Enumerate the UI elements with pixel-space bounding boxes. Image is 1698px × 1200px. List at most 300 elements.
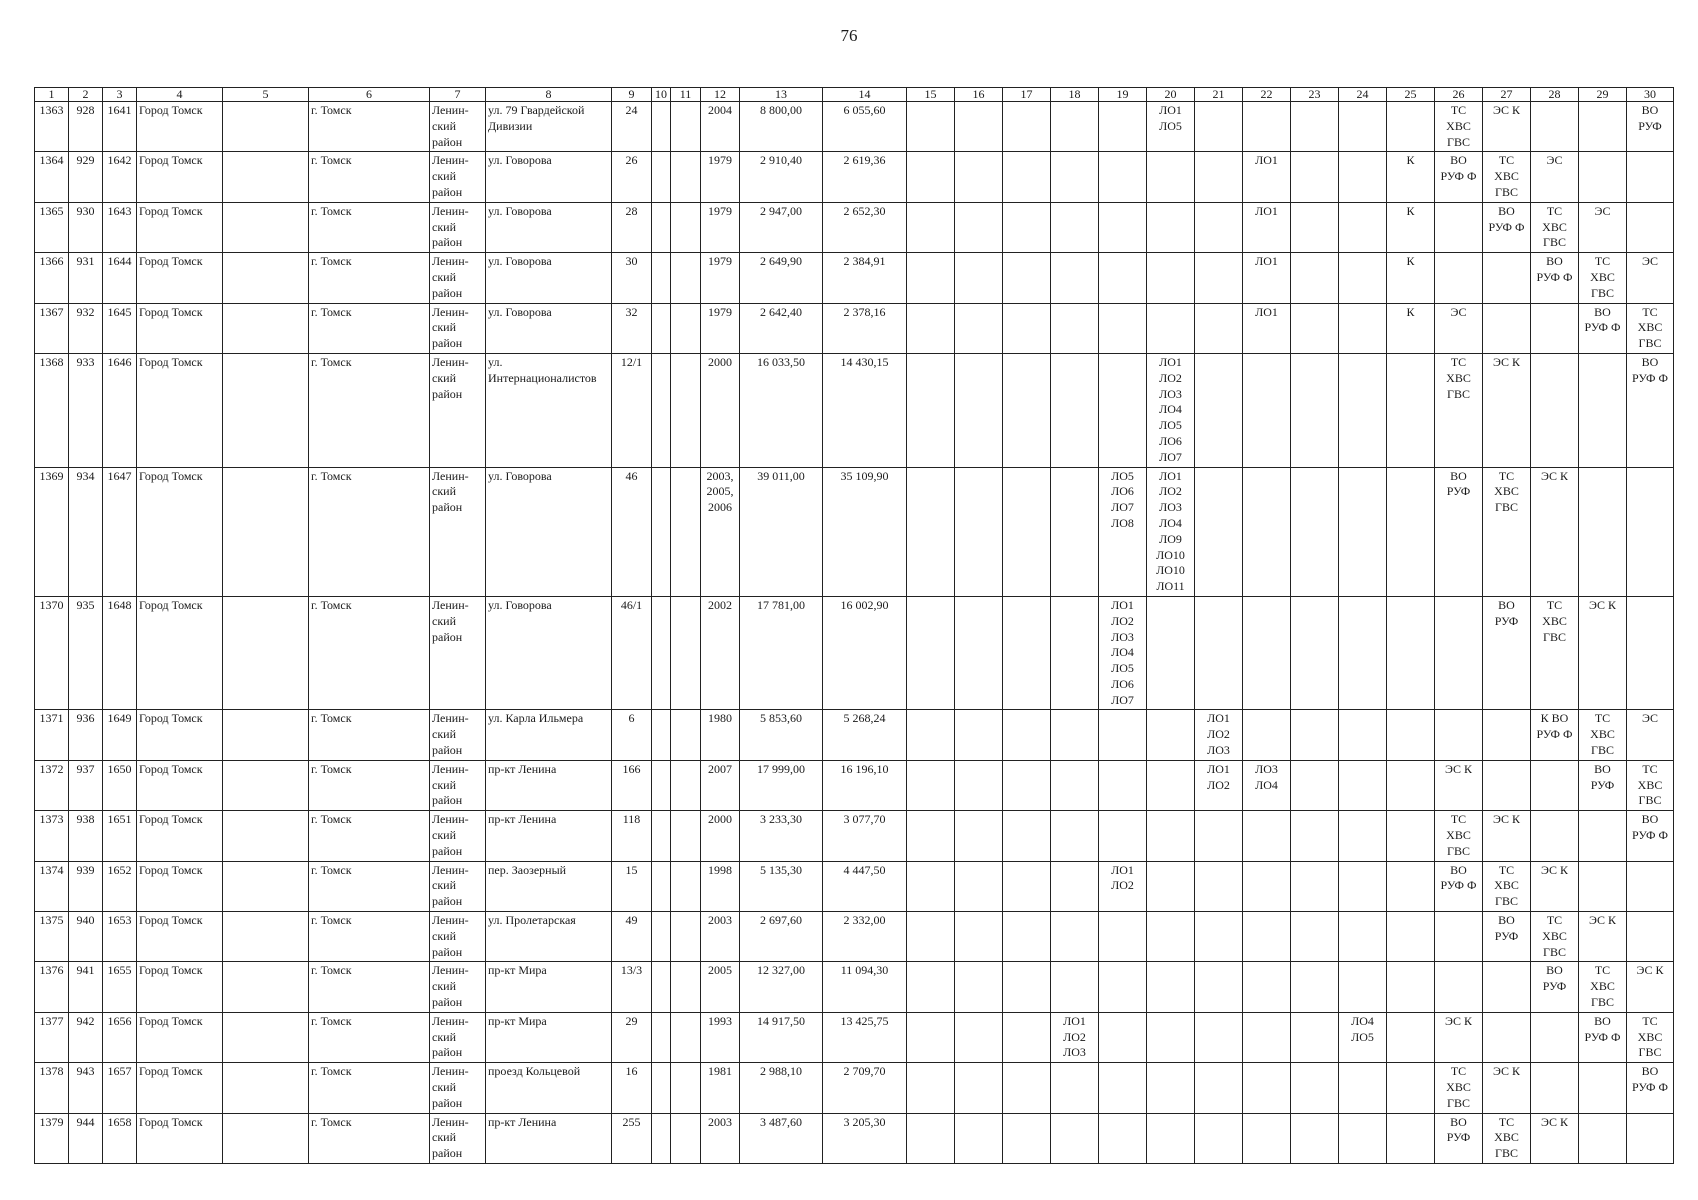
cell-col-7: Ленин- ский район xyxy=(430,102,486,152)
cell-col-5 xyxy=(223,962,309,1012)
cell-col-17 xyxy=(1003,303,1051,353)
cell-col-7: Ленин- ский район xyxy=(430,152,486,202)
cell-col-3: 1649 xyxy=(103,710,137,760)
cell-col-15 xyxy=(907,1063,955,1113)
cell-col-18 xyxy=(1051,912,1099,962)
cell-col-1: 1377 xyxy=(35,1012,69,1062)
cell-col-7: Ленин- ский район xyxy=(430,303,486,353)
cell-col-2: 940 xyxy=(69,912,103,962)
cell-col-26: ЭС К xyxy=(1435,760,1483,810)
cell-col-1: 1367 xyxy=(35,303,69,353)
table-body xyxy=(35,102,1674,1164)
cell-col-26: ТС ХВС ГВС xyxy=(1435,811,1483,861)
cell-col-17 xyxy=(1003,596,1051,710)
cell-col-13: 2 697,60 xyxy=(740,912,823,962)
cell-col-10 xyxy=(652,303,671,353)
cell-col-11 xyxy=(671,596,701,710)
cell-col-12: 1979 xyxy=(701,253,740,303)
cell-col-22 xyxy=(1243,1012,1291,1062)
cell-col-3: 1645 xyxy=(103,303,137,353)
cell-col-4: Город Томск xyxy=(137,760,223,810)
cell-col-26 xyxy=(1435,962,1483,1012)
cell-col-9: 6 xyxy=(612,710,652,760)
cell-col-22 xyxy=(1243,596,1291,710)
cell-col-7: Ленин- ский район xyxy=(430,596,486,710)
column-header-3: 3 xyxy=(103,88,137,102)
cell-col-25: К xyxy=(1387,253,1435,303)
column-header-9: 9 xyxy=(612,88,652,102)
cell-col-7: Ленин- ский район xyxy=(430,760,486,810)
cell-col-7: Ленин- ский район xyxy=(430,467,486,596)
cell-col-1: 1363 xyxy=(35,102,69,152)
cell-col-2: 929 xyxy=(69,152,103,202)
cell-col-3: 1641 xyxy=(103,102,137,152)
cell-col-13: 16 033,50 xyxy=(740,353,823,467)
cell-col-15 xyxy=(907,710,955,760)
cell-col-30 xyxy=(1627,596,1674,710)
cell-col-15 xyxy=(907,861,955,911)
cell-col-10 xyxy=(652,467,671,596)
cell-col-7: Ленин- ский район xyxy=(430,811,486,861)
cell-col-19 xyxy=(1099,253,1147,303)
cell-col-25: К xyxy=(1387,202,1435,252)
cell-col-18 xyxy=(1051,1113,1099,1163)
cell-col-14: 2 384,91 xyxy=(823,253,907,303)
column-header-29: 29 xyxy=(1579,88,1627,102)
cell-col-9: 46 xyxy=(612,467,652,596)
cell-col-16 xyxy=(955,467,1003,596)
cell-col-23 xyxy=(1291,710,1339,760)
cell-col-24 xyxy=(1339,912,1387,962)
cell-col-13: 17 781,00 xyxy=(740,596,823,710)
cell-col-24 xyxy=(1339,353,1387,467)
cell-col-5 xyxy=(223,596,309,710)
cell-col-15 xyxy=(907,253,955,303)
cell-col-2: 932 xyxy=(69,303,103,353)
cell-col-26: ЭС К xyxy=(1435,1012,1483,1062)
cell-col-11 xyxy=(671,1063,701,1113)
cell-col-29: ВО РУФ xyxy=(1579,760,1627,810)
cell-col-5 xyxy=(223,861,309,911)
cell-col-13: 8 800,00 xyxy=(740,102,823,152)
cell-col-18 xyxy=(1051,202,1099,252)
cell-col-20: ЛО1 ЛО2 ЛО3 ЛО4 ЛО9 ЛО10 ЛО10 ЛО11 xyxy=(1147,467,1195,596)
table-row xyxy=(35,202,1674,252)
cell-col-3: 1658 xyxy=(103,1113,137,1163)
cell-col-13: 5 853,60 xyxy=(740,710,823,760)
cell-col-7: Ленин- ский район xyxy=(430,861,486,911)
cell-col-30 xyxy=(1627,202,1674,252)
cell-col-1: 1364 xyxy=(35,152,69,202)
cell-col-6: г. Томск xyxy=(309,710,430,760)
cell-col-26 xyxy=(1435,202,1483,252)
cell-col-18 xyxy=(1051,1063,1099,1113)
cell-col-19: ЛО5 ЛО6 ЛО7 ЛО8 xyxy=(1099,467,1147,596)
cell-col-18: ЛО1 ЛО2 ЛО3 xyxy=(1051,1012,1099,1062)
column-header-8: 8 xyxy=(486,88,612,102)
cell-col-8: пр-кт Мира xyxy=(486,1012,612,1062)
cell-col-8: ул. Пролетарская xyxy=(486,912,612,962)
cell-col-13: 39 011,00 xyxy=(740,467,823,596)
cell-col-26: ТС ХВС ГВС xyxy=(1435,1063,1483,1113)
cell-col-4: Город Томск xyxy=(137,1113,223,1163)
cell-col-5 xyxy=(223,912,309,962)
cell-col-12: 2000 xyxy=(701,353,740,467)
cell-col-10 xyxy=(652,1063,671,1113)
cell-col-1: 1365 xyxy=(35,202,69,252)
cell-col-26 xyxy=(1435,710,1483,760)
cell-col-25: К xyxy=(1387,152,1435,202)
cell-col-19 xyxy=(1099,962,1147,1012)
column-header-11: 11 xyxy=(671,88,701,102)
cell-col-26 xyxy=(1435,253,1483,303)
cell-col-19 xyxy=(1099,811,1147,861)
cell-col-18 xyxy=(1051,861,1099,911)
cell-col-13: 3 233,30 xyxy=(740,811,823,861)
cell-col-21 xyxy=(1195,202,1243,252)
cell-col-16 xyxy=(955,1012,1003,1062)
cell-col-11 xyxy=(671,202,701,252)
table-row xyxy=(35,1063,1674,1113)
cell-col-1: 1376 xyxy=(35,962,69,1012)
table-row xyxy=(35,467,1674,596)
cell-col-15 xyxy=(907,596,955,710)
table-row xyxy=(35,912,1674,962)
cell-col-1: 1379 xyxy=(35,1113,69,1163)
cell-col-19: ЛО1 ЛО2 xyxy=(1099,861,1147,911)
cell-col-29 xyxy=(1579,152,1627,202)
cell-col-27 xyxy=(1483,962,1531,1012)
cell-col-9: 49 xyxy=(612,912,652,962)
table-row xyxy=(35,962,1674,1012)
cell-col-28 xyxy=(1531,1063,1579,1113)
cell-col-5 xyxy=(223,303,309,353)
cell-col-17 xyxy=(1003,1113,1051,1163)
cell-col-23 xyxy=(1291,467,1339,596)
cell-col-21 xyxy=(1195,467,1243,596)
cell-col-29 xyxy=(1579,353,1627,467)
cell-col-18 xyxy=(1051,710,1099,760)
cell-col-16 xyxy=(955,202,1003,252)
cell-col-2: 928 xyxy=(69,102,103,152)
cell-col-16 xyxy=(955,962,1003,1012)
cell-col-11 xyxy=(671,467,701,596)
cell-col-22: ЛО1 xyxy=(1243,202,1291,252)
cell-col-15 xyxy=(907,811,955,861)
column-header-5: 5 xyxy=(223,88,309,102)
cell-col-3: 1656 xyxy=(103,1012,137,1062)
cell-col-12: 2007 xyxy=(701,760,740,810)
cell-col-22: ЛО1 xyxy=(1243,303,1291,353)
cell-col-15 xyxy=(907,303,955,353)
cell-col-12: 2005 xyxy=(701,962,740,1012)
cell-col-18 xyxy=(1051,303,1099,353)
cell-col-20 xyxy=(1147,152,1195,202)
cell-col-1: 1368 xyxy=(35,353,69,467)
cell-col-8: пр-кт Мира xyxy=(486,962,612,1012)
cell-col-4: Город Томск xyxy=(137,353,223,467)
cell-col-17 xyxy=(1003,861,1051,911)
cell-col-28 xyxy=(1531,102,1579,152)
cell-col-12: 1980 xyxy=(701,710,740,760)
cell-col-27 xyxy=(1483,303,1531,353)
cell-col-29 xyxy=(1579,102,1627,152)
cell-col-8: пр-кт Ленина xyxy=(486,811,612,861)
cell-col-26 xyxy=(1435,912,1483,962)
cell-col-6: г. Томск xyxy=(309,1063,430,1113)
cell-col-30: ЭС К xyxy=(1627,962,1674,1012)
cell-col-3: 1648 xyxy=(103,596,137,710)
cell-col-9: 15 xyxy=(612,861,652,911)
column-header-19: 19 xyxy=(1099,88,1147,102)
cell-col-14: 35 109,90 xyxy=(823,467,907,596)
cell-col-17 xyxy=(1003,353,1051,467)
cell-col-5 xyxy=(223,811,309,861)
cell-col-13: 2 642,40 xyxy=(740,303,823,353)
cell-col-11 xyxy=(671,1012,701,1062)
cell-col-7: Ленин- ский район xyxy=(430,912,486,962)
cell-col-7: Ленин- ский район xyxy=(430,710,486,760)
cell-col-25: К xyxy=(1387,303,1435,353)
cell-col-6: г. Томск xyxy=(309,596,430,710)
cell-col-27: ТС ХВС ГВС xyxy=(1483,1113,1531,1163)
cell-col-8: ул. Говорова xyxy=(486,202,612,252)
cell-col-14: 16 196,10 xyxy=(823,760,907,810)
cell-col-23 xyxy=(1291,152,1339,202)
cell-col-24 xyxy=(1339,710,1387,760)
column-header-13: 13 xyxy=(740,88,823,102)
cell-col-28 xyxy=(1531,760,1579,810)
cell-col-21 xyxy=(1195,811,1243,861)
column-header-24: 24 xyxy=(1339,88,1387,102)
cell-col-25 xyxy=(1387,912,1435,962)
cell-col-30 xyxy=(1627,152,1674,202)
column-header-21: 21 xyxy=(1195,88,1243,102)
cell-col-13: 12 327,00 xyxy=(740,962,823,1012)
cell-col-4: Город Томск xyxy=(137,1012,223,1062)
cell-col-14: 13 425,75 xyxy=(823,1012,907,1062)
cell-col-10 xyxy=(652,1012,671,1062)
cell-col-12: 1981 xyxy=(701,1063,740,1113)
cell-col-29: ВО РУФ Ф xyxy=(1579,303,1627,353)
column-header-26: 26 xyxy=(1435,88,1483,102)
cell-col-27: ВО РУФ xyxy=(1483,912,1531,962)
cell-col-22 xyxy=(1243,912,1291,962)
cell-col-20 xyxy=(1147,1063,1195,1113)
cell-col-5 xyxy=(223,253,309,303)
cell-col-4: Город Томск xyxy=(137,811,223,861)
cell-col-2: 941 xyxy=(69,962,103,1012)
cell-col-10 xyxy=(652,596,671,710)
cell-col-13: 2 947,00 xyxy=(740,202,823,252)
cell-col-29 xyxy=(1579,1113,1627,1163)
cell-col-1: 1374 xyxy=(35,861,69,911)
cell-col-6: г. Томск xyxy=(309,912,430,962)
cell-col-4: Город Томск xyxy=(137,710,223,760)
cell-col-21 xyxy=(1195,102,1243,152)
column-header-23: 23 xyxy=(1291,88,1339,102)
cell-col-12: 2003, 2005, 2006 xyxy=(701,467,740,596)
cell-col-27: ЭС К xyxy=(1483,102,1531,152)
column-header-17: 17 xyxy=(1003,88,1051,102)
cell-col-1: 1375 xyxy=(35,912,69,962)
table-row xyxy=(35,760,1674,810)
table-row xyxy=(35,596,1674,710)
cell-col-11 xyxy=(671,861,701,911)
cell-col-22 xyxy=(1243,861,1291,911)
cell-col-25 xyxy=(1387,353,1435,467)
cell-col-4: Город Томск xyxy=(137,861,223,911)
cell-col-2: 937 xyxy=(69,760,103,810)
cell-col-24 xyxy=(1339,202,1387,252)
column-number-header xyxy=(35,88,1674,102)
cell-col-3: 1657 xyxy=(103,1063,137,1113)
cell-col-1: 1372 xyxy=(35,760,69,810)
cell-col-9: 166 xyxy=(612,760,652,810)
cell-col-27: ЭС К xyxy=(1483,1063,1531,1113)
table-row xyxy=(35,253,1674,303)
cell-col-19 xyxy=(1099,1113,1147,1163)
cell-col-24 xyxy=(1339,811,1387,861)
cell-col-27 xyxy=(1483,1012,1531,1062)
cell-col-24 xyxy=(1339,962,1387,1012)
cell-col-24 xyxy=(1339,861,1387,911)
cell-col-28 xyxy=(1531,1012,1579,1062)
cell-col-19: ЛО1 ЛО2 ЛО3 ЛО4 ЛО5 ЛО6 ЛО7 xyxy=(1099,596,1147,710)
column-header-27: 27 xyxy=(1483,88,1531,102)
cell-col-25 xyxy=(1387,710,1435,760)
cell-col-28: ЭС К xyxy=(1531,1113,1579,1163)
cell-col-19 xyxy=(1099,760,1147,810)
cell-col-6: г. Томск xyxy=(309,202,430,252)
column-header-7: 7 xyxy=(430,88,486,102)
cell-col-2: 943 xyxy=(69,1063,103,1113)
cell-col-15 xyxy=(907,760,955,810)
cell-col-10 xyxy=(652,253,671,303)
cell-col-17 xyxy=(1003,811,1051,861)
cell-col-8: ул. Интернационалистов xyxy=(486,353,612,467)
cell-col-10 xyxy=(652,962,671,1012)
cell-col-13: 2 910,40 xyxy=(740,152,823,202)
cell-col-12: 1993 xyxy=(701,1012,740,1062)
cell-col-10 xyxy=(652,102,671,152)
cell-col-6: г. Томск xyxy=(309,760,430,810)
cell-col-27 xyxy=(1483,253,1531,303)
cell-col-20: ЛО1 ЛО2 ЛО3 ЛО4 ЛО5 ЛО6 ЛО7 xyxy=(1147,353,1195,467)
cell-col-6: г. Томск xyxy=(309,811,430,861)
cell-col-27: ТС ХВС ГВС xyxy=(1483,152,1531,202)
cell-col-18 xyxy=(1051,962,1099,1012)
cell-col-9: 13/3 xyxy=(612,962,652,1012)
cell-col-14: 14 430,15 xyxy=(823,353,907,467)
cell-col-26: ВО РУФ xyxy=(1435,1113,1483,1163)
cell-col-21 xyxy=(1195,962,1243,1012)
cell-col-24 xyxy=(1339,253,1387,303)
cell-col-8: пр-кт Ленина xyxy=(486,760,612,810)
cell-col-23 xyxy=(1291,1063,1339,1113)
cell-col-14: 5 268,24 xyxy=(823,710,907,760)
cell-col-17 xyxy=(1003,102,1051,152)
cell-col-23 xyxy=(1291,1113,1339,1163)
cell-col-12: 2002 xyxy=(701,596,740,710)
cell-col-26: ВО РУФ Ф xyxy=(1435,152,1483,202)
cell-col-16 xyxy=(955,253,1003,303)
cell-col-17 xyxy=(1003,202,1051,252)
cell-col-9: 28 xyxy=(612,202,652,252)
cell-col-20 xyxy=(1147,811,1195,861)
cell-col-28 xyxy=(1531,811,1579,861)
cell-col-21 xyxy=(1195,912,1243,962)
cell-col-10 xyxy=(652,353,671,467)
cell-col-9: 32 xyxy=(612,303,652,353)
cell-col-26: ТС ХВС ГВС xyxy=(1435,353,1483,467)
cell-col-7: Ленин- ский район xyxy=(430,353,486,467)
column-header-15: 15 xyxy=(907,88,955,102)
cell-col-5 xyxy=(223,760,309,810)
cell-col-11 xyxy=(671,962,701,1012)
cell-col-10 xyxy=(652,861,671,911)
cell-col-11 xyxy=(671,1113,701,1163)
cell-col-20 xyxy=(1147,596,1195,710)
cell-col-25 xyxy=(1387,811,1435,861)
cell-col-27: ТС ХВС ГВС xyxy=(1483,861,1531,911)
column-header-20: 20 xyxy=(1147,88,1195,102)
cell-col-6: г. Томск xyxy=(309,467,430,596)
cell-col-15 xyxy=(907,962,955,1012)
cell-col-7: Ленин- ский район xyxy=(430,1063,486,1113)
cell-col-16 xyxy=(955,760,1003,810)
cell-col-28: ЭС К xyxy=(1531,467,1579,596)
cell-col-30: ВО РУФ Ф xyxy=(1627,353,1674,467)
cell-col-7: Ленин- ский район xyxy=(430,962,486,1012)
cell-col-11 xyxy=(671,303,701,353)
cell-col-11 xyxy=(671,102,701,152)
cell-col-1: 1366 xyxy=(35,253,69,303)
cell-col-26 xyxy=(1435,596,1483,710)
cell-col-18 xyxy=(1051,467,1099,596)
cell-col-29: ВО РУФ Ф xyxy=(1579,1012,1627,1062)
cell-col-11 xyxy=(671,152,701,202)
cell-col-22 xyxy=(1243,710,1291,760)
cell-col-19 xyxy=(1099,1012,1147,1062)
cell-col-22 xyxy=(1243,962,1291,1012)
cell-col-27 xyxy=(1483,710,1531,760)
cell-col-15 xyxy=(907,202,955,252)
cell-col-23 xyxy=(1291,253,1339,303)
cell-col-9: 46/1 xyxy=(612,596,652,710)
cell-col-13: 3 487,60 xyxy=(740,1113,823,1163)
cell-col-3: 1646 xyxy=(103,353,137,467)
cell-col-14: 2 652,30 xyxy=(823,202,907,252)
cell-col-22: ЛО3 ЛО4 xyxy=(1243,760,1291,810)
cell-col-9: 16 xyxy=(612,1063,652,1113)
cell-col-20: ЛО1 ЛО5 xyxy=(1147,102,1195,152)
cell-col-4: Город Томск xyxy=(137,596,223,710)
cell-col-25 xyxy=(1387,467,1435,596)
cell-col-6: г. Томск xyxy=(309,1012,430,1062)
cell-col-18 xyxy=(1051,253,1099,303)
cell-col-28: ТС ХВС ГВС xyxy=(1531,596,1579,710)
cell-col-24 xyxy=(1339,467,1387,596)
cell-col-9: 12/1 xyxy=(612,353,652,467)
cell-col-25 xyxy=(1387,596,1435,710)
cell-col-14: 16 002,90 xyxy=(823,596,907,710)
column-header-4: 4 xyxy=(137,88,223,102)
cell-col-13: 5 135,30 xyxy=(740,861,823,911)
cell-col-7: Ленин- ский район xyxy=(430,253,486,303)
cell-col-30: ТС ХВС ГВС xyxy=(1627,760,1674,810)
column-header-12: 12 xyxy=(701,88,740,102)
